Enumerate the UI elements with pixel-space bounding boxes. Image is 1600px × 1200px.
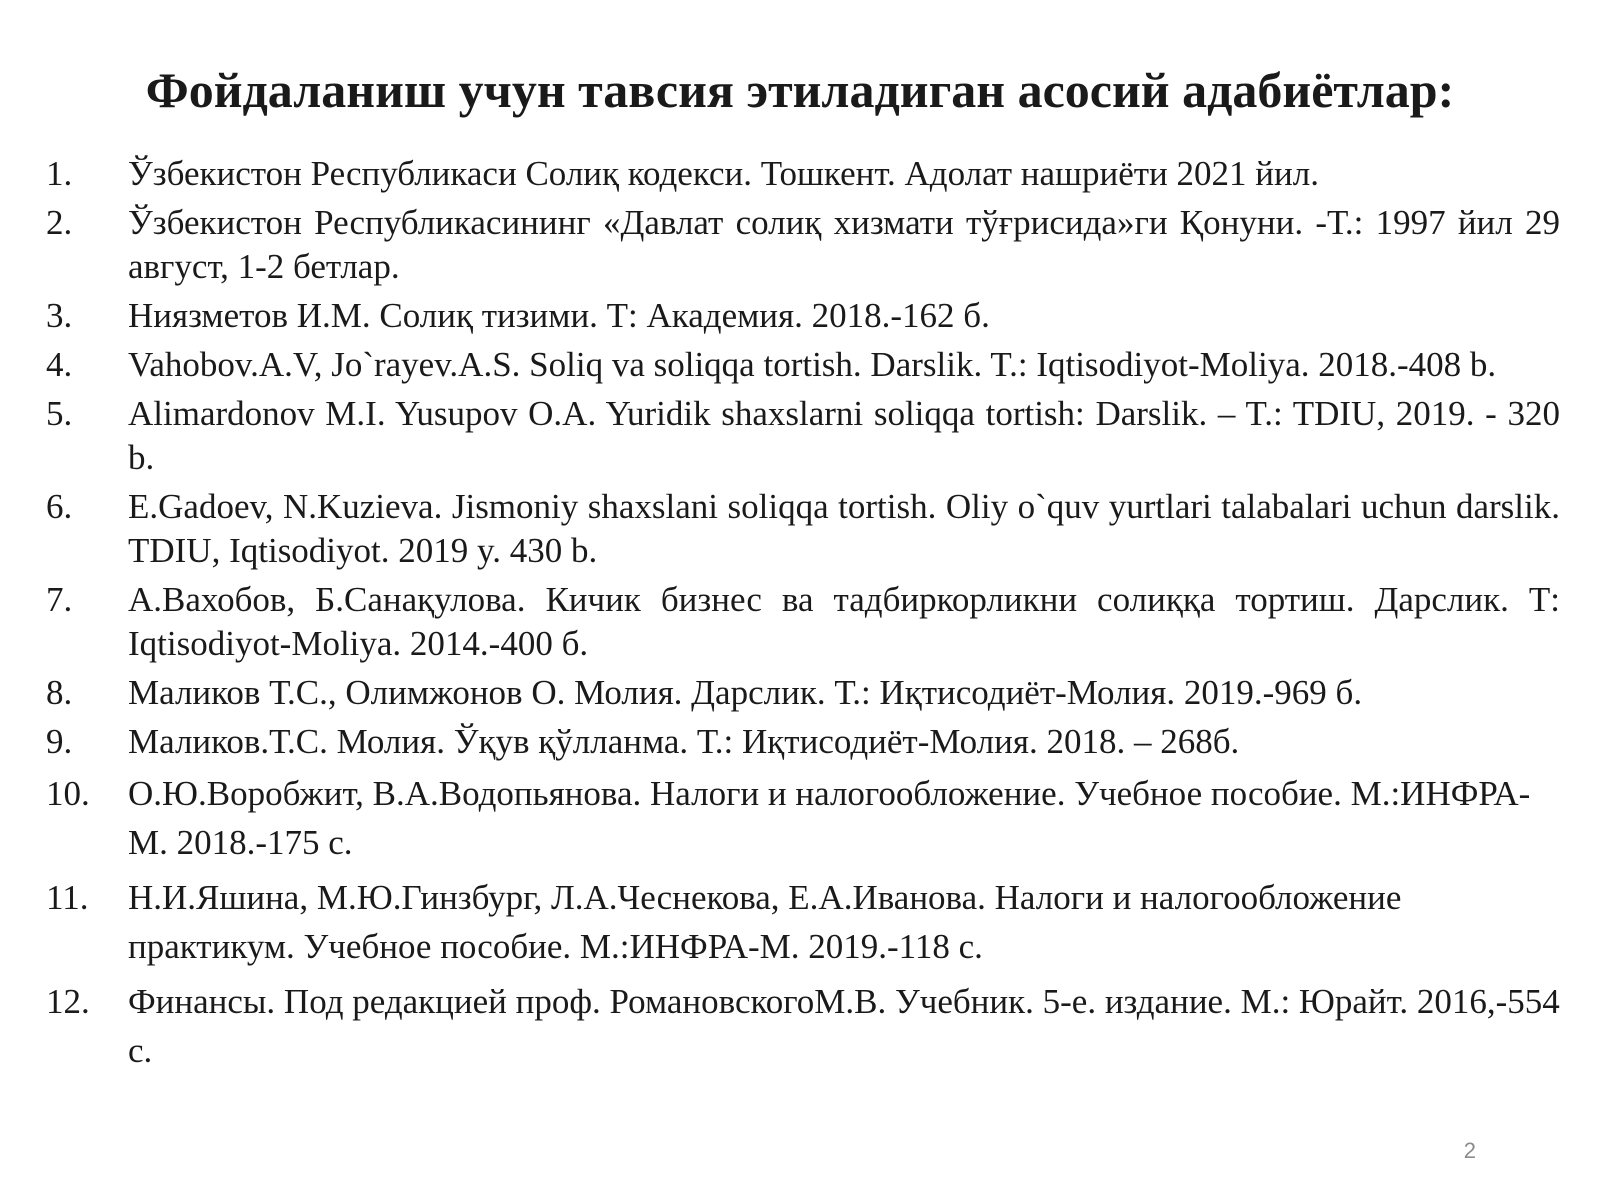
- item-text: Маликов.Т.С. Молия. Ўқув қўлланма. Т.: Иқтисодиёт-Молия. 2018. – 268б.: [128, 722, 1240, 761]
- list-item: [46, 392, 1560, 480]
- item-number: 1.: [46, 154, 73, 193]
- list-item: [46, 294, 1560, 338]
- item-number: 3.: [46, 296, 73, 335]
- item-text: Alimardonov M.I. Yusupov O.A. Yuridik shaxslarni soliqqa tortish: Darslik. – T.: TDIU, 2019. - 320 b.: [128, 394, 1560, 477]
- item-number: 2.: [46, 203, 73, 242]
- item-number: 11.: [46, 878, 89, 917]
- item-text: О.Ю.Воробжит, В.А.Водопьянова. Налоги и налогообложение. Учебное пособие. М.:ИНФРА-М. 2018.-175 с.: [128, 774, 1531, 862]
- page-number: 2: [1463, 1138, 1476, 1163]
- slide-title: Фойдаланиш учун тавсия этиладиган асосий адабиётлар:: [145, 62, 1455, 118]
- item-number: 5.: [46, 394, 73, 433]
- list-item: [46, 485, 1560, 573]
- list-item: [46, 152, 1560, 196]
- item-number: 6.: [46, 487, 73, 526]
- item-text: Vahobov.A.V, Jo`rayev.A.S. Soliq va soliqqa tortish. Darslik. T.: Iqtisodiyot-Moliya. 2018.-408 b.: [128, 345, 1497, 384]
- list-item: [46, 343, 1560, 387]
- item-number: 9.: [46, 722, 73, 761]
- list-item: [46, 873, 1560, 971]
- item-text: Ўзбекистон Республикаси Солиқ кодекси. Тошкент. Адолат нашриёти 2021 йил.: [128, 154, 1319, 193]
- item-number: 10.: [46, 774, 90, 813]
- list-item: [46, 578, 1560, 666]
- item-number: 12.: [46, 982, 90, 1021]
- reference-list: [46, 152, 1560, 1081]
- list-item: [46, 720, 1560, 764]
- item-number: 8.: [46, 673, 73, 712]
- item-number: 7.: [46, 580, 73, 619]
- item-text: Ўзбекистон Республикасининг «Давлат солиқ хизмати тўғрисида»ги Қонуни. -Т.: 1997 йил 29 август, 1-2 бетлар.: [128, 203, 1560, 286]
- item-text: Н.И.Яшина, М.Ю.Гинзбург, Л.А.Чеснекова, Е.А.Иванова. Налоги и налогообложение практикум. Учебное пособие. М.:ИНФРА-М. 2019.-118 с.: [128, 878, 1402, 966]
- list-item: [46, 977, 1560, 1075]
- list-item: [46, 201, 1560, 289]
- item-text: А.Вахобов, Б.Санақулова. Кичик бизнес ва тадбиркорликни солиққа тортиш. Дарслик. Т: Iqtisodiyot-Moliya. 2014.-400 б.: [128, 580, 1560, 663]
- list-item: [46, 769, 1560, 867]
- item-text: Ниязметов И.М. Солиқ тизими. Т: Академия. 2018.-162 б.: [128, 296, 990, 335]
- list-item: [46, 671, 1560, 715]
- item-number: 4.: [46, 345, 73, 384]
- item-text: Финансы. Под редакцией проф. РомановскогоМ.В. Учебник. 5-е. издание. М.: Юрайт. 2016,-554 с.: [128, 982, 1560, 1070]
- item-text: Маликов Т.С., Олимжонов О. Молия. Дарслик. Т.: Иқтисодиёт-Молия. 2019.-969 б.: [128, 673, 1363, 712]
- item-text: E.Gadoev, N.Kuzieva. Jismoniy shaxslani soliqqa tortish. Oliy o`quv yurtlari talabalari uchun darslik. TDIU, Iqtisodiyot. 2019 y. 430 b.: [128, 487, 1560, 570]
